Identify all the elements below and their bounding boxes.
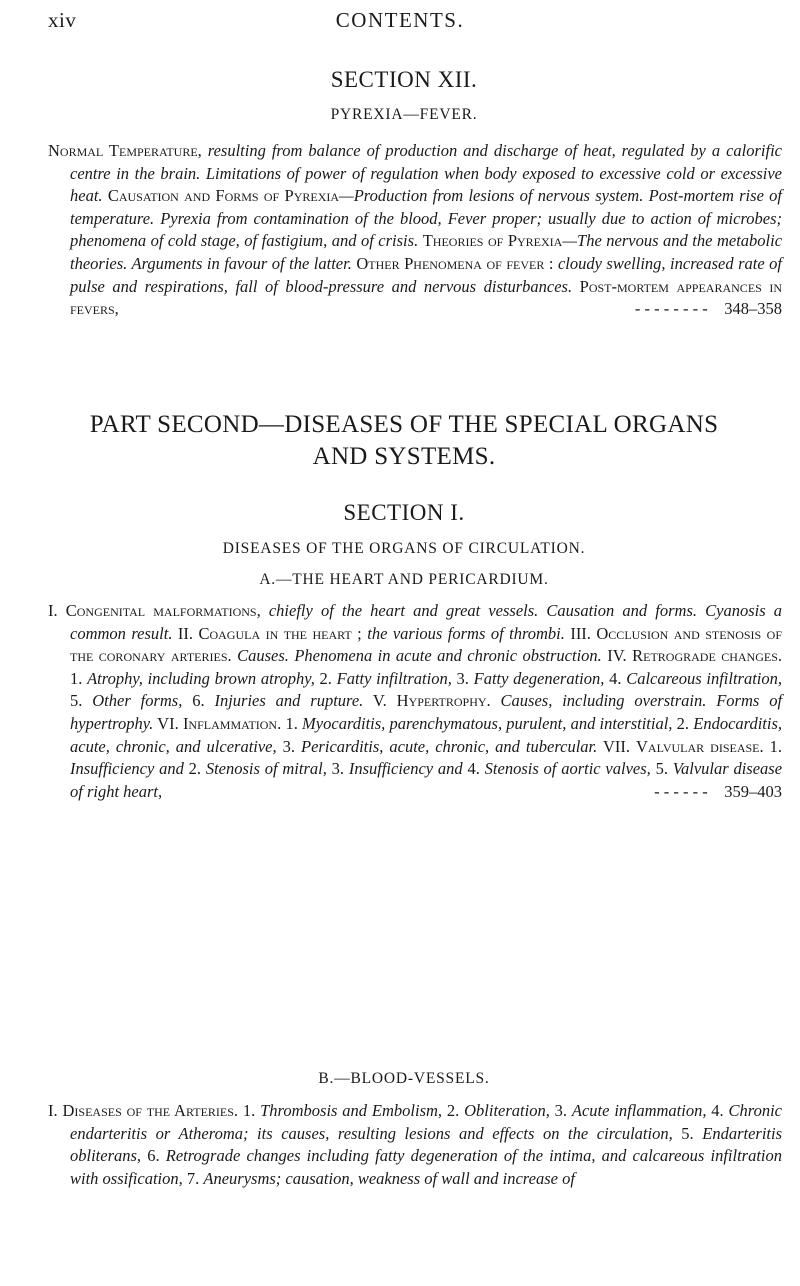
entry-text-run: Calcareous infiltration, bbox=[626, 668, 783, 688]
entry-text-run: Valvular disease of right heart, bbox=[70, 759, 783, 801]
entry-text-run: 5. bbox=[672, 1123, 703, 1143]
subsection-b-entry bbox=[48, 1100, 782, 1190]
entry-text-run: Stenosis of mitral, bbox=[205, 759, 327, 779]
entry-text-run: Fatty degeneration, bbox=[473, 668, 605, 688]
subsection-a-entry bbox=[48, 600, 782, 803]
entry-text-run: 4. bbox=[462, 759, 485, 779]
entry-text-run: cloudy swelling, increased rate of pulse and respirations, fall of blood-pressure and nervous disturbances. bbox=[70, 253, 783, 296]
entry-text-run: Thrombosis and Embolism, bbox=[260, 1101, 443, 1120]
entry-text-run: 2. bbox=[183, 759, 206, 779]
entry-text-run: Insufficiency and bbox=[348, 759, 463, 779]
entry-text-run: Chronic endarteritis or Atheroma; its causes, resulting lesions and effects on the circulation, bbox=[70, 1101, 783, 1143]
entry-text-run: III. bbox=[564, 623, 597, 643]
entry-text-run: Endarteritis obliterans, bbox=[70, 1123, 783, 1166]
entry-text-run: Inflammation. bbox=[182, 713, 282, 733]
entry-text-run: IV. bbox=[601, 646, 633, 666]
entry-text-run: Causes. Phenomena in acute and chronic obstruction. bbox=[237, 646, 602, 666]
entry-text-run: Obliteration, bbox=[464, 1101, 550, 1120]
section-xii-subtitle: PYREXIA—FEVER. bbox=[330, 106, 478, 123]
part-second-title-line2: AND SYSTEMS. bbox=[312, 443, 496, 470]
section-xii-entry-text bbox=[48, 141, 782, 318]
entry-text-run: Retrograde changes including fatty degeneration of the intima, and calcareous infiltration with ossification, bbox=[70, 1146, 783, 1188]
entry-text-run: Normal Temperature, bbox=[48, 141, 202, 160]
entry-text-run: 3. bbox=[549, 1101, 572, 1120]
entry-text-run: 1. bbox=[238, 1101, 261, 1120]
subsection-b-title: B.—BLOOD-VESSELS. bbox=[318, 1070, 490, 1087]
entry-text-run: 2. bbox=[314, 668, 337, 688]
entry-text-run: V. bbox=[363, 691, 397, 711]
entry-text-run: Causation and Forms of Pyrexia bbox=[107, 186, 340, 206]
entry-text-run: —The nervous and the metabolic theories. Arguments in favour of the latter. bbox=[70, 231, 783, 273]
entry-text-run bbox=[261, 601, 269, 620]
entry-text-run: 3. bbox=[326, 759, 349, 779]
running-head bbox=[0, 8, 800, 38]
entry-text-run: 7. bbox=[182, 1168, 204, 1188]
entry-text-run: 1. bbox=[281, 713, 303, 733]
subsection-a-entry-text bbox=[48, 601, 782, 801]
page-number: xiv bbox=[48, 8, 77, 32]
entry-text-run: Occlusion and stenosis of the coronary arteries. bbox=[70, 623, 783, 666]
section-i-subtitle: DISEASES OF THE ORGANS OF CIRCULATION. bbox=[222, 540, 586, 557]
entry-text-run: Atrophy, including brown atrophy, bbox=[87, 668, 315, 688]
entry-text-run: Myocarditis, parenchymatous, purulent, and interstitial, bbox=[302, 713, 673, 733]
entry-text-run: I. bbox=[48, 1101, 63, 1120]
entry-text-run: Congenital malformations, bbox=[65, 601, 261, 620]
entry-text-run: 2. bbox=[672, 713, 694, 733]
entry-text-run: Acute inflammation, bbox=[571, 1101, 707, 1120]
entry-text-run: Coagula in the heart ; bbox=[198, 623, 362, 643]
section-xii-title: SECTION XII. bbox=[330, 67, 478, 92]
entry-text-run: Insufficiency and bbox=[70, 759, 184, 779]
entry-text-run: 4. bbox=[604, 668, 627, 688]
entry-text-run: Stenosis of aortic valves, bbox=[484, 759, 651, 779]
section-i-title: SECTION I. bbox=[343, 500, 465, 525]
subsection-a-leader: - - - - - - bbox=[654, 781, 708, 801]
entry-text-run: 6. bbox=[141, 1146, 166, 1166]
section-xii-pages: 348–358 bbox=[724, 299, 782, 319]
entry-text-run: VII. bbox=[597, 736, 637, 756]
entry-text-run: Causes, including overstrain. Forms of hypertrophy. bbox=[70, 691, 783, 733]
entry-text-run: Hypertrophy. bbox=[396, 691, 491, 711]
entry-text-run: 2. bbox=[442, 1101, 465, 1120]
entry-text-run: 3. bbox=[451, 668, 474, 688]
entry-text-run: Endocarditis, acute, chronic, and ulcerative, bbox=[70, 713, 782, 756]
entry-text-run: I. bbox=[48, 601, 66, 620]
entry-text-run: Aneurysms; causation, weakness of wall and increase of bbox=[203, 1168, 575, 1188]
part-second-title bbox=[48, 409, 760, 473]
entry-text-run: Injuries and rupture. bbox=[214, 691, 364, 711]
entry-text-run: —Production from lesions of nervous system. Post-mortem rise of temperature. Pyrexia from contamination of the blood, Fever proper; usually due to action of microbes; phenomena of cold stage, of fastigium, and of crisis. bbox=[70, 186, 783, 251]
running-title: CONTENTS. bbox=[335, 8, 465, 32]
subsection-a-pages: 359–403 bbox=[724, 781, 782, 801]
entry-text-run bbox=[572, 277, 580, 296]
entry-text-run: 3. bbox=[276, 736, 302, 756]
entry-text-run: 1. bbox=[763, 736, 783, 756]
subsection-a-title: A.—THE HEART AND PERICARDIUM. bbox=[259, 571, 549, 588]
entry-text-run: 6. bbox=[182, 691, 215, 711]
entry-text-run: II. bbox=[172, 623, 199, 643]
subsection-b-entry-text bbox=[48, 1101, 782, 1188]
entry-text-run: Other forms, bbox=[92, 691, 183, 711]
entry-text-run: Post-mortem appearances in fevers, bbox=[70, 276, 783, 319]
entry-text-run: 5. bbox=[70, 691, 93, 711]
entry-text-run: Pericarditis, acute, chronic, and tubercular. bbox=[301, 736, 598, 756]
entry-text-run: Diseases of the Arteries. bbox=[62, 1101, 239, 1120]
entry-text-run: 5. bbox=[650, 759, 673, 779]
entry-text-run: Other Phenomena of fever : bbox=[356, 253, 554, 273]
entry-text-run bbox=[491, 691, 501, 710]
entry-text-run: chiefly of the heart and great vessels. Causation and forms. Cyanosis a common result. bbox=[70, 601, 782, 643]
entry-text-run: Theories of Pyrexia bbox=[422, 231, 563, 251]
entry-text-run: the various forms of thrombi. bbox=[367, 623, 565, 643]
entry-text-run: Fatty infiltration, bbox=[336, 668, 452, 688]
part-second-title-line1: PART SECOND—DISEASES OF THE SPECIAL ORGANS bbox=[89, 411, 719, 438]
entry-text-run: resulting from balance of production and discharge of heat, regulated by a calorific centre in the brain. Limitations of power of regulation when body exposed to excessive cold or excessive heat. bbox=[70, 141, 782, 206]
entry-text-run: Valvular disease. bbox=[636, 736, 764, 756]
entry-text-run: VI. bbox=[153, 713, 183, 733]
section-xii-leader: - - - - - - - - bbox=[634, 299, 708, 319]
entry-text-run: 4. bbox=[706, 1101, 729, 1120]
section-xii-entry bbox=[48, 140, 782, 321]
entry-text-run: 1. bbox=[70, 668, 88, 688]
entry-text-run: Retrograde changes. bbox=[632, 646, 783, 666]
